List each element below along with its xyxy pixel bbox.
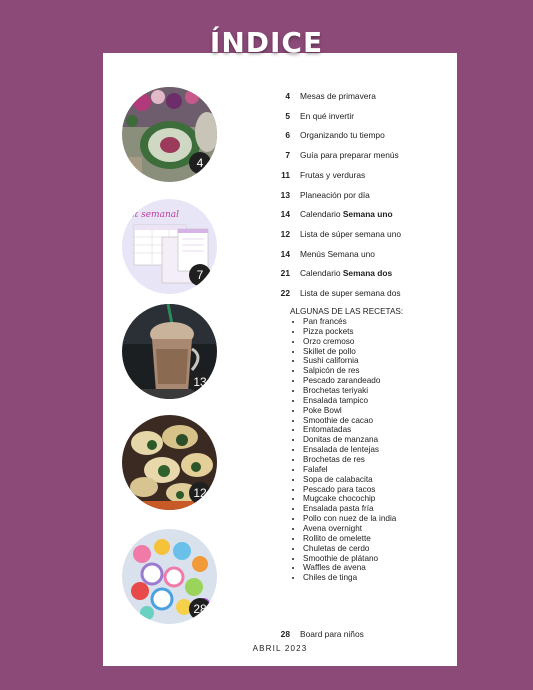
- thumbnail-4[interactable]: [122, 415, 217, 510]
- recipe-item: • Mugcake chocochip: [303, 494, 396, 504]
- page-badge: 4: [189, 152, 211, 174]
- toc-label: Planeación por día: [300, 189, 370, 200]
- thumbnail-3[interactable]: [122, 304, 217, 399]
- toc-page-number: 14: [280, 209, 290, 220]
- toc-label-text: Calendario: [300, 209, 343, 220]
- recipe-item: • Chuletas de cerdo: [303, 544, 396, 554]
- toc-page-number: 6: [285, 130, 290, 141]
- toc-page-number: 4: [285, 91, 290, 101]
- toc-entry[interactable]: [263, 266, 392, 280]
- footer-date: ABRIL 2023: [252, 644, 308, 653]
- toc-page-number: 14: [280, 248, 290, 259]
- recipe-item: • Pescado para tacos: [303, 485, 396, 495]
- recipe-item: • Pollo con nuez de la india: [303, 514, 396, 524]
- recipe-item: • Brochetas de res: [303, 455, 396, 465]
- svg-text:st semanal: st semanal: [130, 210, 179, 220]
- page-badge: 7: [189, 264, 211, 286]
- toc-entry[interactable]: [263, 247, 375, 261]
- recipes-heading: ALGUNAS DE LAS RECETAS:: [290, 307, 404, 316]
- recipe-item: • Poke Bowl: [303, 406, 396, 416]
- toc-label: En qué invertir: [300, 110, 354, 121]
- toc-entry[interactable]: [263, 128, 385, 142]
- recipes-list: [290, 317, 396, 583]
- thumbnail-1[interactable]: [122, 87, 217, 182]
- recipe-item: • Pan francés: [303, 317, 396, 327]
- toc-entry[interactable]: [263, 168, 365, 182]
- toc-entry[interactable]: [263, 227, 401, 241]
- toc-label-bold: Semana uno: [342, 209, 393, 220]
- toc-label: Menús Semana uno: [300, 248, 375, 259]
- toc-page-number: 7: [285, 150, 290, 161]
- recipe-item: • Ensalada de lentejas: [303, 445, 396, 455]
- toc-label: Organizando tu tiempo: [300, 130, 385, 141]
- recipe-item: • Brochetas teriyaki: [303, 386, 396, 396]
- recipe-item: • Sushi california: [303, 356, 396, 366]
- recipe-item: • Pizza pockets: [303, 327, 396, 337]
- recipe-item: • Smoothie de plátano: [303, 554, 396, 564]
- recipe-item: • Avena overnight: [303, 524, 396, 534]
- toc-page-number: 5: [285, 110, 290, 121]
- page-badge: 28: [189, 598, 211, 620]
- toc-page-number: 28: [280, 629, 290, 639]
- thumbnail-2[interactable]: [122, 199, 217, 294]
- toc-page-number: 12: [280, 228, 290, 239]
- recipe-item: • Falafel: [303, 465, 396, 475]
- toc-label: Guía para preparar menús: [300, 150, 399, 161]
- recipe-item: • Donitas de manzana: [303, 435, 396, 445]
- page-badge: 13: [189, 371, 211, 393]
- recipe-item: • Ensalada tampico: [303, 396, 396, 406]
- toc-page-number: 21: [280, 268, 290, 279]
- toc-label: Lista de super semana dos: [300, 288, 401, 298]
- toc-page-number: 13: [280, 189, 290, 200]
- toc-label: Mesas de primavera: [300, 91, 376, 101]
- recipe-item: • Orzo cremoso: [303, 337, 396, 347]
- index-page: [103, 53, 457, 666]
- toc-label-bold: Semana dos: [342, 268, 393, 279]
- toc-label: [300, 209, 393, 219]
- recipe-item: • Chiles de tinga: [303, 573, 396, 583]
- recipe-item: • Entomatadas: [303, 425, 396, 435]
- toc-entry[interactable]: [263, 89, 376, 103]
- toc-entry[interactable]: [263, 286, 401, 300]
- toc-entry[interactable]: [263, 188, 370, 202]
- toc-entry[interactable]: [263, 207, 393, 221]
- recipe-item: • Waffles de avena: [303, 563, 396, 573]
- recipe-item: • Ensalada pasta fría: [303, 504, 396, 514]
- toc-label: Frutas y verduras: [300, 169, 366, 180]
- recipe-item: • Skillet de pollo: [303, 347, 396, 357]
- recipe-item: • Pescado zarandeado: [303, 376, 396, 386]
- recipe-item: • Sopa de calabacita: [303, 475, 396, 485]
- page-title: ÍNDICE: [209, 26, 324, 59]
- recipe-item: • Rollito de omelette: [303, 534, 396, 544]
- toc-entry[interactable]: [263, 109, 354, 123]
- recipe-item: • Salpicón de res: [303, 366, 396, 376]
- toc-page-number: 11: [281, 169, 290, 180]
- toc-label: [300, 268, 392, 278]
- toc-entry[interactable]: [263, 148, 399, 162]
- toc-label: Board para niños: [300, 629, 364, 639]
- toc-page-number: 22: [280, 288, 290, 298]
- toc-label-text: Calendario: [300, 268, 343, 279]
- toc-label: Lista de súper semana uno: [300, 228, 402, 239]
- toc-entry[interactable]: [263, 627, 364, 641]
- page-badge: 12: [189, 482, 211, 504]
- thumbnail-5[interactable]: [122, 529, 217, 624]
- recipe-item: • Smoothie de cacao: [303, 416, 396, 426]
